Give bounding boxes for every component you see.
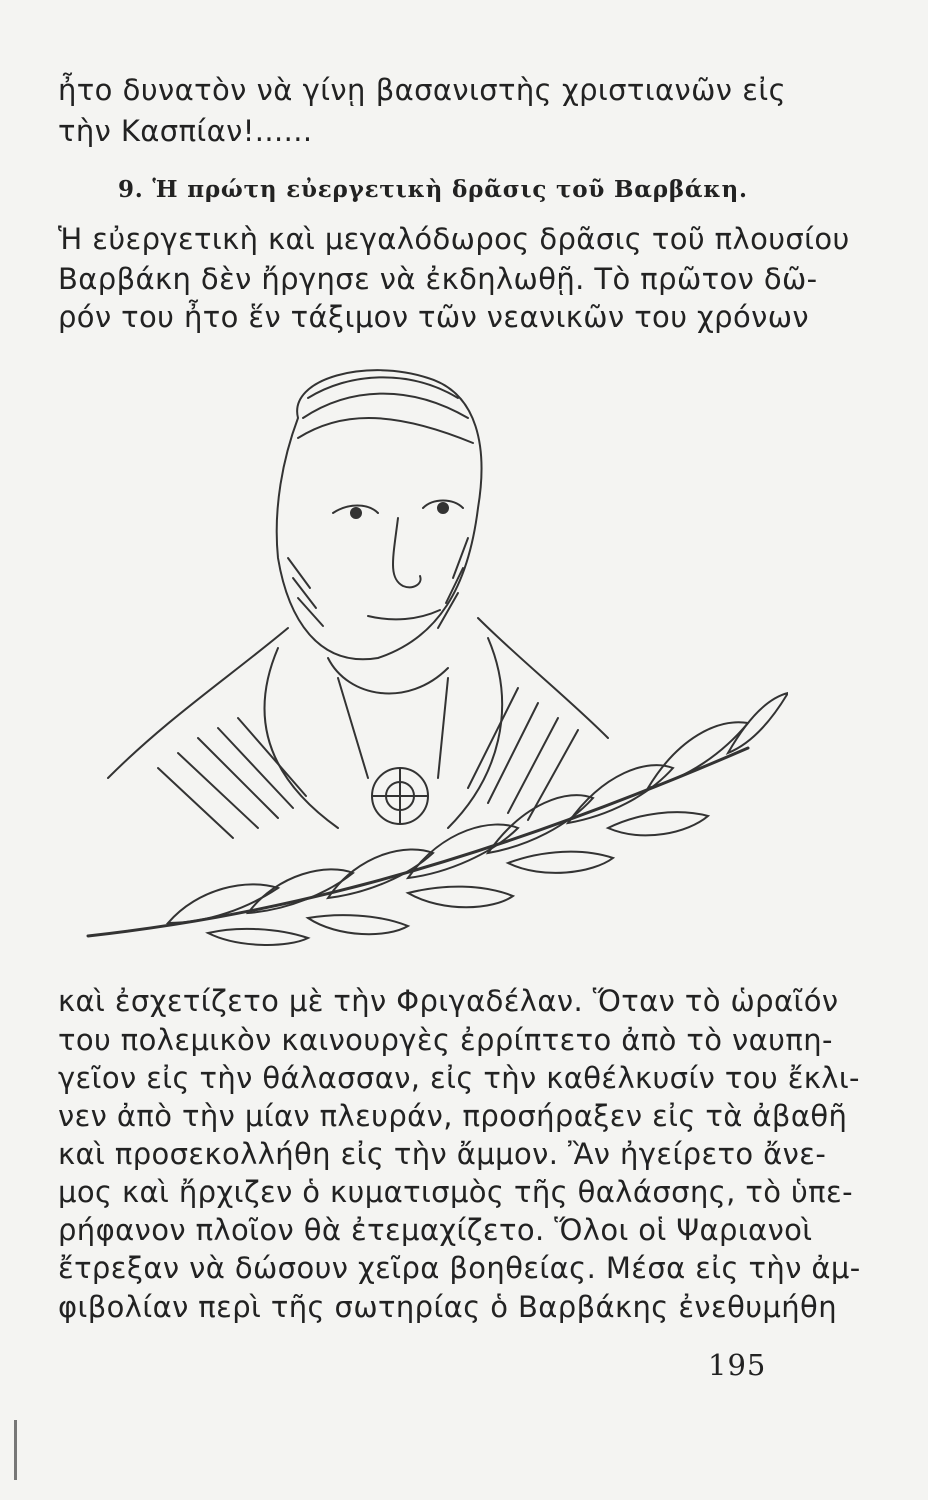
text-line: ἔτρεξαν νὰ δώσουν χεῖρα βοηθείας. Μέσα εἰς τὴν ἀμ-	[58, 1251, 861, 1285]
page-number: 195	[708, 1348, 767, 1382]
text-line: Βαρβάκη δὲν ἤργησε νὰ ἐκδηλωθῇ. Τὸ πρῶτον δῶ-	[58, 262, 818, 296]
text-line: Ἡ εὐεργετικὴ καὶ μεγαλόδωρος δρᾶσις τοῦ πλουσίου	[58, 222, 850, 256]
text-line: φιβολίαν περὶ τῆς σωτηρίας ὁ Βαρβάκης ἐνεθυμήθη	[58, 1290, 837, 1324]
text-line: καὶ ἐσχετίζετο μὲ τὴν Φριγαδέλαν. Ὅταν τὸ ὡραῖόν	[58, 984, 839, 1018]
text-line: καὶ προσεκολλήθη εἰς τὴν ἄμμον. Ἂν ἠγείρετο ἄνε-	[58, 1137, 827, 1171]
text-line: ρόν του ἦτο ἕν τάξιμον τῶν νεανικῶν του χρόνων	[58, 300, 809, 334]
text-line: μος καὶ ἤρχιζεν ὁ κυματισμὸς τῆς θαλάσσης, τὸ ὑπε-	[58, 1175, 853, 1209]
text-line: νεν ἀπὸ τὴν μίαν πλευράν, προσήραξεν εἰς τὰ ἀβαθῆ	[58, 1099, 848, 1133]
section-heading: 9. Ἡ πρώτη εὐεργετικὴ δρᾶσις τοῦ Βαρβάκη.	[118, 176, 748, 203]
text-line: του πολεμικὸν καινουργὲς ἐρρίπτετο ἀπὸ τὸ ναυπη-	[58, 1023, 833, 1057]
portrait-illustration	[48, 358, 788, 958]
page-edge-mark	[14, 1420, 17, 1480]
text-line: τὴν Κασπίαν!......	[58, 114, 313, 148]
text-line: γεῖον εἰς τὴν θάλασσαν, εἰς τὴν καθέλκυσίν του ἔκλι-	[58, 1061, 860, 1095]
text-line: ἦτο δυνατὸν νὰ γίνῃ βασανιστὴς χριστιανῶν εἰς	[58, 73, 786, 107]
text-line: ρήφανον πλοῖον θὰ ἐτεμαχίζετο. Ὅλοι οἱ Ψαριανοὶ	[58, 1213, 813, 1247]
